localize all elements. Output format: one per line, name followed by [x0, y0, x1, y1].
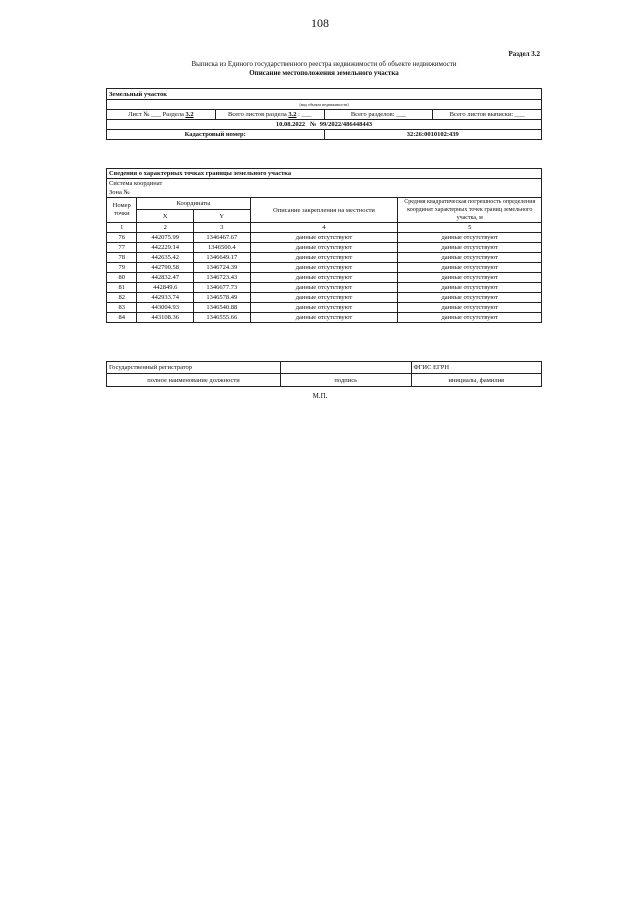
cell-x: 442635.42: [137, 253, 194, 263]
cell-err: данные отсутствуют: [398, 313, 542, 323]
cell-y: 1346500.4: [193, 243, 250, 253]
cell-desc: данные отсутствуют: [250, 273, 398, 283]
cell-err: данные отсутствуют: [398, 273, 542, 283]
signature-block: [106, 361, 542, 387]
col-number: 1: [107, 223, 137, 233]
cell-y: 1346578.49: [193, 293, 250, 303]
cell-x: 442229.14: [137, 243, 194, 253]
cell-desc: данные отсутствуют: [250, 313, 398, 323]
cell-desc: данные отсутствуют: [250, 233, 398, 243]
cell-x: 442849.6: [137, 283, 194, 293]
registrar-org: ФГИС ЕГРН: [411, 362, 542, 374]
cell-desc: данные отсутствуют: [250, 293, 398, 303]
total-sheets-section: Всего листов раздела 3.2 : ___: [215, 110, 324, 120]
cell-x: 442933.74: [137, 293, 194, 303]
object-type-hint: (вид объекта недвижимости): [107, 100, 542, 110]
col-header-y: Y: [193, 210, 250, 223]
cell-x: 442790.58: [137, 263, 194, 273]
cell-err: данные отсутствуют: [398, 233, 542, 243]
cell-x: 442075.99: [137, 233, 194, 243]
table-row: [107, 293, 542, 303]
total-sections: Всего разделов: ___: [324, 110, 433, 120]
col-header-coords: Координаты: [137, 198, 250, 210]
signature-hint: подпись: [281, 374, 412, 387]
col-number: 4: [250, 223, 398, 233]
cell-err: данные отсутствуют: [398, 253, 542, 263]
sheet-info: Лист № ___ Раздела 3.2: [107, 110, 216, 120]
sheet-label: Лист №: [128, 111, 150, 118]
col-numbers-row: [107, 223, 542, 233]
extract-date: 10.08.2022: [275, 121, 306, 128]
extract-number: 99/2022/486448443: [319, 121, 373, 128]
total-sheets-extract: Всего листов выписки: ___: [433, 110, 542, 120]
object-info-block: [106, 88, 542, 140]
cell-n: 84: [107, 313, 137, 323]
table-row: [107, 283, 542, 293]
coord-system: Система координат: [107, 179, 542, 189]
page-number: 108: [311, 16, 329, 30]
col-header-x: X: [137, 210, 194, 223]
date-number-row: [107, 120, 542, 130]
cell-x: 443004.93: [137, 303, 194, 313]
registrar-title: Государственный регистратор: [107, 362, 281, 374]
col-header-description: Описание закрепления на местности: [250, 198, 398, 223]
total-sheets-section-value: 3.2: [288, 111, 297, 118]
cell-n: 82: [107, 293, 137, 303]
col-number: 3: [193, 223, 250, 233]
cell-desc: данные отсутствуют: [250, 253, 398, 263]
points-title: Сведения о характерных точках границы земельного участка: [107, 169, 542, 179]
cell-err: данные отсутствуют: [398, 293, 542, 303]
table-row: [107, 253, 542, 263]
position-hint: полное наименование должности: [107, 374, 281, 387]
cell-y: 1346723.43: [193, 273, 250, 283]
initials-hint: инициалы, фамилия: [411, 374, 542, 387]
number-sign: №: [309, 121, 317, 128]
cell-n: 78: [107, 253, 137, 263]
table-row: [107, 273, 542, 283]
signature-field: [281, 362, 412, 374]
cadastral-value: 32:26:0010102:439: [324, 130, 542, 140]
cell-x: 443108.36: [137, 313, 194, 323]
stamp-placeholder: М.П.: [312, 392, 328, 400]
cell-n: 83: [107, 303, 137, 313]
cell-desc: данные отсутствуют: [250, 303, 398, 313]
cell-y: 1346677.73: [193, 283, 250, 293]
table-row: [107, 313, 542, 323]
cell-n: 81: [107, 283, 137, 293]
section-label: Раздел 3.2: [508, 50, 540, 58]
boundary-points-block: [106, 168, 542, 323]
cell-err: данные отсутствуют: [398, 263, 542, 273]
zone-number: Зона №: [107, 188, 542, 198]
cell-y: 1346467.67: [193, 233, 250, 243]
table-row: [107, 303, 542, 313]
document-title: Выписка из Единого государственного реестра недвижимости об объекте недвижимости: [191, 60, 457, 68]
cell-desc: данные отсутствуют: [250, 283, 398, 293]
table-row: [107, 243, 542, 253]
cell-desc: данные отсутствуют: [250, 263, 398, 273]
cell-err: данные отсутствуют: [398, 243, 542, 253]
col-header-error: Средняя квадратическая погрешность определения координат характерных точек границ земельного участка, м: [398, 198, 542, 223]
cell-y: 1346649.17: [193, 253, 250, 263]
cell-desc: данные отсутствуют: [250, 243, 398, 253]
col-header-point-no: Номер точки: [107, 198, 137, 223]
col-number: 2: [137, 223, 194, 233]
cell-x: 442832.47: [137, 273, 194, 283]
cell-n: 76: [107, 233, 137, 243]
cadastral-label: Кадастровый номер:: [107, 130, 325, 140]
document-subtitle: Описание местоположения земельного участка: [249, 69, 399, 77]
cell-err: данные отсутствуют: [398, 283, 542, 293]
cell-err: данные отсутствуют: [398, 303, 542, 313]
section-value: 3.2: [185, 111, 194, 118]
cell-n: 80: [107, 273, 137, 283]
object-type: Земельный участок: [107, 89, 542, 100]
cell-n: 77: [107, 243, 137, 253]
cell-y: 1346555.66: [193, 313, 250, 323]
table-row: [107, 263, 542, 273]
table-row: [107, 233, 542, 243]
cell-y: 1346540.88: [193, 303, 250, 313]
col-number: 5: [398, 223, 542, 233]
cell-n: 79: [107, 263, 137, 273]
section-label-inline: Раздела: [162, 111, 184, 118]
cell-y: 1346724.39: [193, 263, 250, 273]
